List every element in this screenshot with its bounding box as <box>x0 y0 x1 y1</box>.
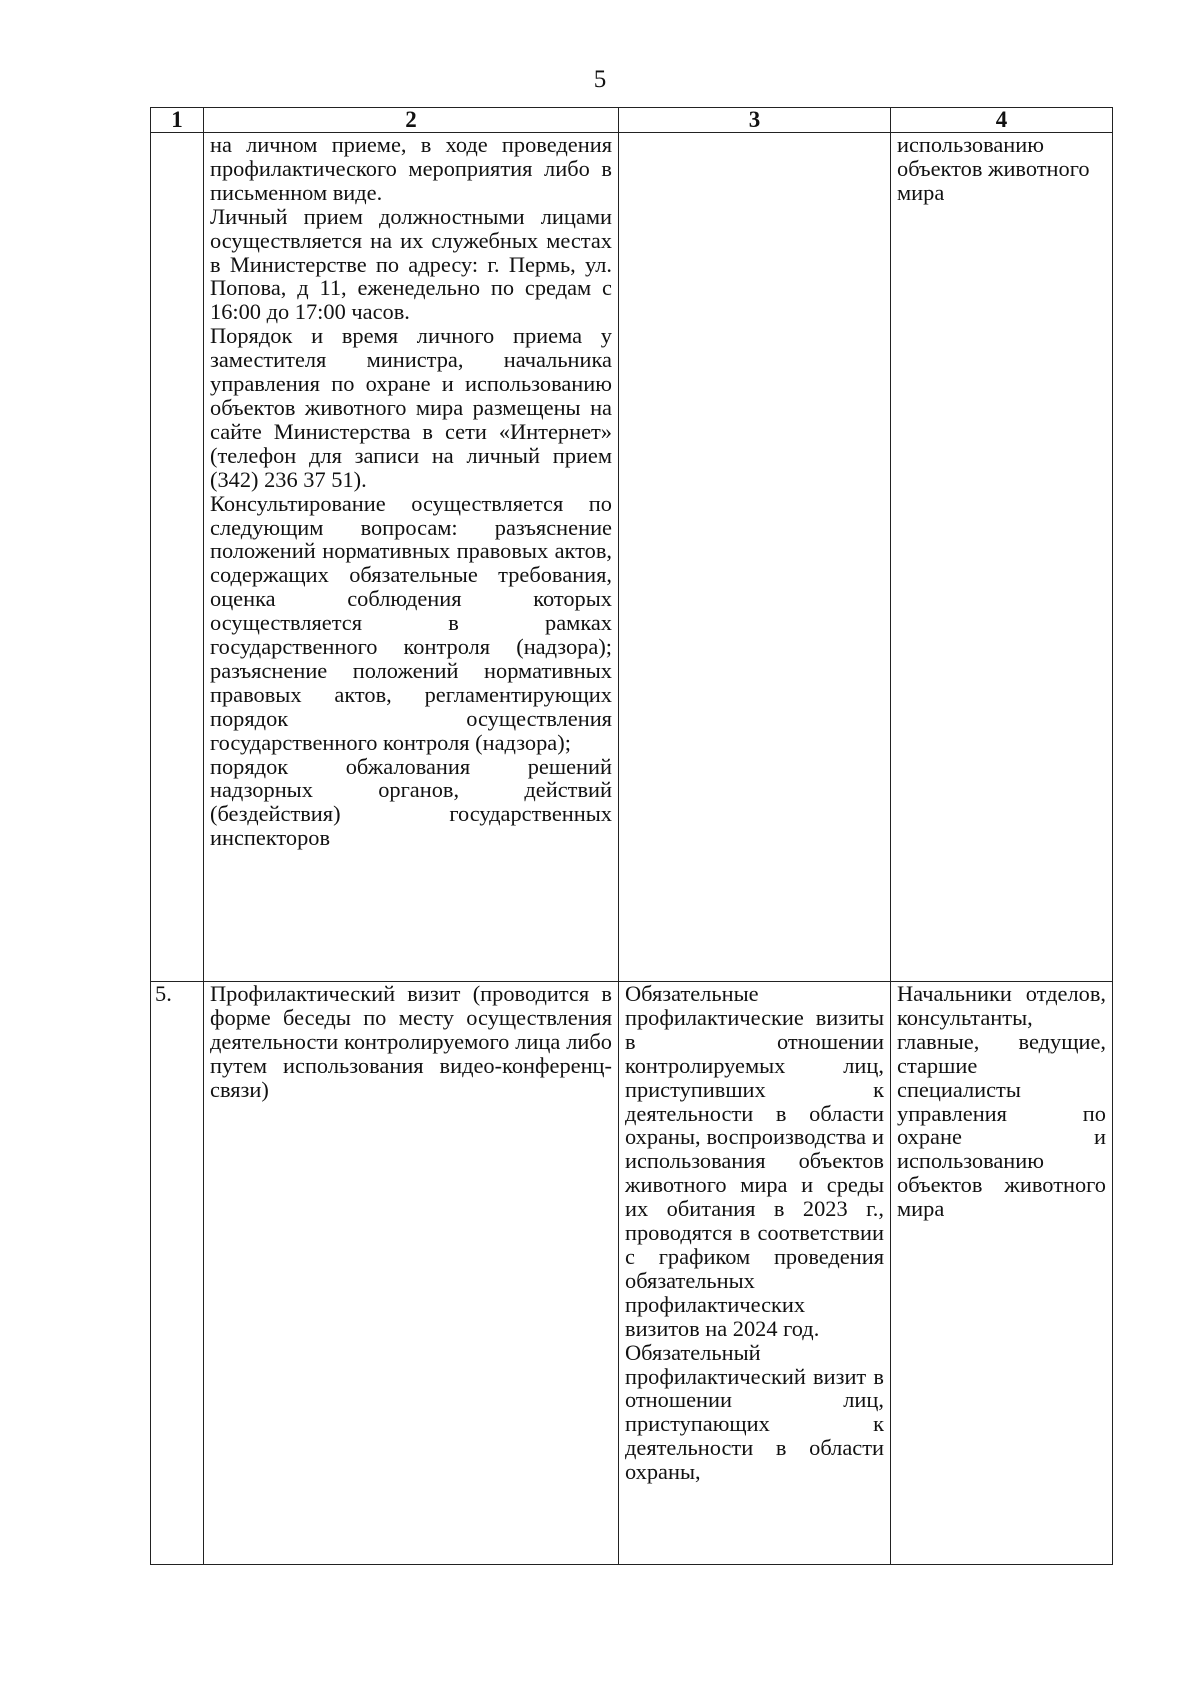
cell-timing <box>619 133 891 982</box>
paragraph: порядок обжалования решений надзорных органов, действий (бездействия) государственных инспекторов <box>210 753 612 851</box>
paragraph: Обязательный профилактический визит в отношении лиц, приступающих к деятельности в области охраны, <box>625 1339 884 1485</box>
paragraph: Порядок и время личного приема у заместителя министра, начальника управления по охране и использованию объектов животного мира размещены на сайте Министерства в сети «Интернет» (телефон для записи на личный прием (342) 236 37 51). <box>210 323 612 492</box>
measures-table <box>150 107 1113 1565</box>
page-number: 5 <box>593 66 607 93</box>
column-header-3: 3 <box>619 108 891 133</box>
column-header-1: 1 <box>151 108 204 133</box>
table-header-row <box>151 108 1113 133</box>
table-row-continuation <box>151 133 1113 982</box>
column-header-2: 2 <box>204 108 619 133</box>
paragraph: на личном приеме, в ходе проведения профилактического мероприятия либо в письменном виде. <box>210 132 612 205</box>
cell-timing <box>619 982 891 1565</box>
cell-number: 5. <box>151 982 204 1565</box>
table-row-5 <box>151 982 1113 1565</box>
paragraph: Обязательные профилактические визиты в отношении контролируемых лиц, приступивших к деятельности в области охраны, воспроизводства и использования объектов животного мира и среды их обитания в 2023 г., проводятся в соответствии с графиком проведения обязательных профилактических визитов на 2024 год. <box>625 981 884 1341</box>
column-header-4: 4 <box>891 108 1113 133</box>
cell-responsible: Начальники отделов, консультанты, главные, ведущие, старшие специалисты управления по охране и использованию объектов животного мира <box>891 982 1113 1565</box>
cell-number <box>151 133 204 982</box>
cell-responsible: использованию объектов животного мира <box>891 133 1113 982</box>
paragraph: Консультирование осуществляется по следующим вопросам: разъяснение положений нормативных правовых актов, содержащих обязательные требования, оценка соблюдения которых осуществляется в рамках государственного контроля (надзора); разъяснение положений нормативных правовых актов, регламентирующих порядок осуществления государственного контроля (надзора); <box>210 490 612 755</box>
cell-measure-description: Профилактический визит (проводится в форме беседы по месту осуществления деятельности контролируемого лица либо путем использования видео-конференц-связи) <box>204 982 619 1565</box>
paragraph: Личный прием должностными лицами осуществляется на их служебных местах в Министерстве по адресу: г. Пермь, ул. Попова, д 11, еженедельно по средам с 16:00 до 17:00 часов. <box>210 203 612 325</box>
cell-measure-description <box>204 133 619 982</box>
